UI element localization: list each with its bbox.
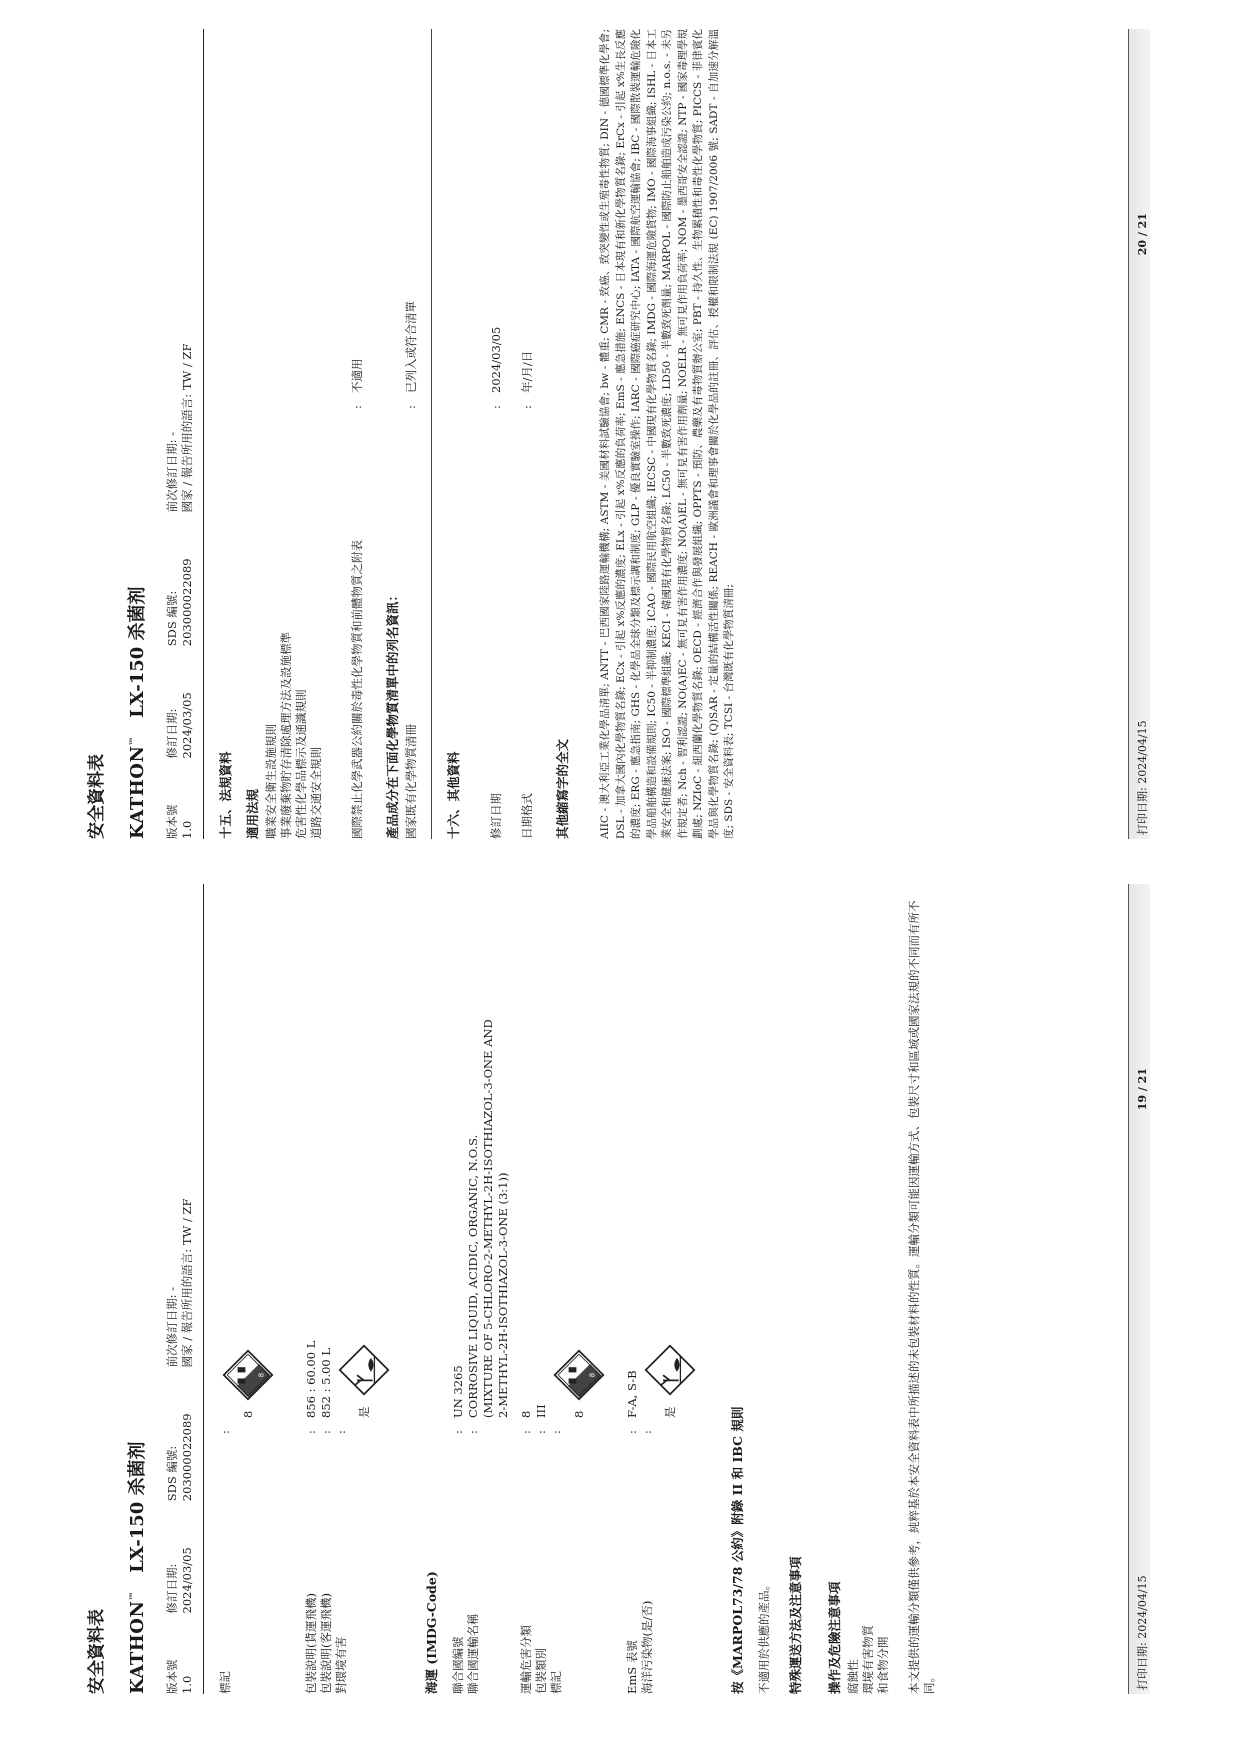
page-number: 19 / 21 bbox=[1136, 1068, 1149, 1111]
list-item: 事業廢棄物貯存清除處理方法及設施標準 bbox=[279, 632, 293, 839]
list-item: 和食物分開 bbox=[876, 1636, 890, 1694]
previous-revision: 前次修訂日期: - bbox=[165, 431, 179, 513]
environment-pictogram-icon bbox=[644, 1345, 696, 1397]
abbreviations-title: 其他縮寫字的全文 bbox=[555, 738, 570, 839]
corrosive-pictogram-icon bbox=[553, 1349, 605, 1401]
list-item: EmS 表號 : F-A, S-B bbox=[625, 1370, 639, 1694]
trademark-mark: ™ bbox=[129, 1591, 139, 1601]
section-15-title: 十五、法規資料 bbox=[218, 751, 233, 839]
inventory-title: 產品成分在下面化學物質清單中的列名資訊： bbox=[385, 588, 400, 839]
product-name: LX-150 杀菌剂 bbox=[127, 1441, 148, 1573]
list-item: 標記 : 8 8 bbox=[549, 884, 609, 1694]
handling-list bbox=[846, 884, 891, 1694]
doc-title: 安全資料表 bbox=[87, 1609, 107, 1694]
list-item: 運輸危害分類 : 8 bbox=[519, 1410, 533, 1694]
version-value: 1.0 bbox=[180, 1675, 194, 1694]
trademark-mark: ™ bbox=[129, 736, 139, 746]
svg-text:8: 8 bbox=[257, 1372, 266, 1377]
product-brand: KATHON bbox=[127, 745, 148, 839]
page-footer bbox=[1128, 884, 1150, 1694]
sds-number-value: 203000022089 bbox=[180, 558, 194, 647]
header-rule bbox=[203, 29, 204, 839]
product-title bbox=[127, 29, 148, 839]
list-item: 包裝類別 : III bbox=[534, 1404, 548, 1694]
field-label: 標記 bbox=[218, 1671, 232, 1694]
special-precautions-title: 特殊運送方法及注意事項 bbox=[788, 1556, 803, 1694]
svg-text:8: 8 bbox=[588, 1372, 597, 1377]
meta-block bbox=[165, 29, 195, 839]
list-item: 道路交通安全規則 bbox=[309, 747, 323, 839]
revision-value: 2024/03/05 bbox=[180, 692, 194, 759]
page-footer bbox=[1128, 29, 1150, 839]
list-item: 職業安全衛生設施規則 bbox=[264, 724, 278, 839]
revision-label: 修訂日期: bbox=[165, 708, 179, 759]
list-item: 環境有害物質 bbox=[861, 1625, 875, 1694]
applicable-list bbox=[264, 29, 324, 839]
product-brand: KATHON bbox=[127, 1600, 148, 1694]
label-row: 標記 : 8 8 bbox=[218, 884, 278, 1694]
version-value: 1.0 bbox=[180, 820, 194, 839]
revision-value: 2024/03/05 bbox=[180, 1547, 194, 1614]
handling-title: 操作及危險注意事項 bbox=[827, 1581, 842, 1694]
inventory-row: 國家既有化學物質清冊 : 已列入或符合清單 bbox=[404, 301, 418, 839]
sds-page-20 bbox=[87, 29, 1150, 839]
field-value: 8 bbox=[240, 1410, 255, 1418]
list-item: 包裝說明(貨運飛機) : 856 : 60.00 L bbox=[304, 1340, 318, 1694]
abbreviations-text: AIIC - 澳大利亞工業化學品清單; ANTT - 巴西國家陸路運輸機構; ASTM - 美國材料試驗協會; bw - 體重; CMR - 致癌、致突變性或生殖毒性物質; DIN - 德國標準化學會; DSL - 加拿大國內化學物質名錄; ECx - 引起 x%反應的濃度; ELx - 引起 x%反應的負荷率; EmS - 應急措施; ENCS - 日本現有和新化學物質名錄; ErCx - 引起 x%生長反應的濃度; ERG - 應急指南; GHS - 化學品全球分類及標示調和制度; GLP - 優良實驗室操作; IARC - 國際癌症研究中心; IATA - 國際航空運輸協會; IBC - 國際散裝運輸危險化學品船舶構造和設備規則; IC50 - 半抑制濃度; ICAO - 國際民用航空組織; IECSC - 中國現有化學物質名錄; IMDG - 國際海運危險貨物; IMO - 國際海事組織; ISHL - 日本工業安全和健康法案; ISO - 國際標準組織; KECI - 韓國現有化學物質名錄; LC50 - 半數致死濃度; LD50 - 半數致死劑量; MARPOL - 國際防止船舶造成污染公約; n.o.s. - 未另作規定者; Nch - 智利認證; NO(A)EC - 無可見有害作用濃度; NO(A)EL - 無可見有害作用劑量; NOELR - 無可見作用負荷率; NOM - 墨西哥安全認證; NTP - 國家毒理學規劃處; NZIoC - 紐西蘭化學物質名錄; OECD - 經濟合作與發展組織; OPPTS - 預防、農藥及有毒物質辦公室; PBT - 持久性、生物累積性和毒性化學物質; PICCS - 菲律賓化學品與化學物質名錄; (Q)SAR - 定量的結構活性關係; REACH - 歐洲議會和理事會關於化學品的註冊、評估、授權和限制法規 (EC) 1907/2006 號; SADT - 自加速分解溫度; SDS - 安全資料表; TCSI - 台灣既有化學物質清冊; bbox=[599, 29, 735, 839]
meta-block bbox=[165, 884, 195, 1694]
sds-number-value: 203000022089 bbox=[180, 1413, 194, 1502]
list-item: 海洋污染物(是/否) : 是 bbox=[640, 884, 700, 1694]
list-item: 危害性化學品標示及通識規則 bbox=[294, 689, 308, 839]
marpol-title: 按《MARPOL73/78 公約》附錄 II 和 IBC 規則 bbox=[730, 1406, 745, 1694]
list-item: 日期格式 : 年/月/日 bbox=[520, 350, 534, 839]
doc-title: 安全資料表 bbox=[87, 754, 107, 839]
section-16-title: 十六、其他資料 bbox=[446, 751, 461, 839]
corrosive-pictogram-icon bbox=[222, 1349, 274, 1401]
transport-disclaimer: 本文提供的運輸分類僅供參考，純粹基於本安全資料表中所描述的未包裝材料的性質。運輸分類可能因運輸方式、包裝尺寸和區域或國家法規的不同而有所不同。 bbox=[907, 900, 936, 1694]
applicable-regulations-title: 適用法規 bbox=[245, 788, 260, 839]
list-item: 對環境有害 : 是 bbox=[334, 884, 394, 1694]
country-language: 國家 / 報告所用的語言: TW / ZF bbox=[180, 1198, 194, 1368]
version-label: 版本號 bbox=[165, 1659, 179, 1694]
print-date: 打印日期: 2024/04/15 bbox=[1136, 720, 1149, 835]
list-item: 腐蝕性 bbox=[846, 1659, 860, 1694]
list-item: 聯合國編號 : UN 3265 bbox=[451, 1365, 465, 1694]
list-item: 聯合國運輸名稱 : CORROSIVE LIQUID, ACIDIC, ORGANIC, N.O.S. (MIXTURE OF 5-CHLORO-2-METHYL-2H-ISOTHIAZOL-3-ONE AND 2-METHYL-2H-ISOTHIAZOL-3-ONE (3:1)) bbox=[466, 1019, 510, 1694]
marpol-text: 不適用於供應的產品。 bbox=[757, 1579, 771, 1694]
ems-list bbox=[625, 884, 700, 1694]
header-rule bbox=[203, 884, 204, 1694]
packing-list bbox=[304, 884, 394, 1694]
section-rule bbox=[431, 29, 432, 839]
imdg-title: 海運 (IMDG-Code) bbox=[424, 1571, 439, 1694]
environment-pictogram-icon bbox=[338, 1345, 390, 1397]
list-item: 包裝說明(客運飛機) : 852 : 5.00 L bbox=[319, 1347, 333, 1694]
imdg-list bbox=[451, 884, 609, 1694]
country-language: 國家 / 報告所用的語言: TW / ZF bbox=[180, 343, 194, 513]
sds-number-label: SDS 編號: bbox=[165, 1445, 179, 1502]
rotterdam-row: 國際禁止化學武器公約關於毒性化學物質和前體物質之附表 : 不適用 bbox=[350, 358, 364, 839]
sds-page-19 bbox=[87, 884, 1150, 1694]
version-label: 版本號 bbox=[165, 804, 179, 839]
list-item: 修訂日期 : 2024/03/05 bbox=[489, 326, 503, 839]
revision-label: 修訂日期: bbox=[165, 1563, 179, 1614]
product-name: LX-150 杀菌剂 bbox=[127, 586, 148, 718]
page-number: 20 / 21 bbox=[1136, 213, 1149, 256]
product-title bbox=[127, 884, 148, 1694]
print-date: 打印日期: 2024/04/15 bbox=[1136, 1575, 1149, 1690]
sds-number-label: SDS 編號: bbox=[165, 590, 179, 647]
previous-revision: 前次修訂日期: - bbox=[165, 1286, 179, 1368]
